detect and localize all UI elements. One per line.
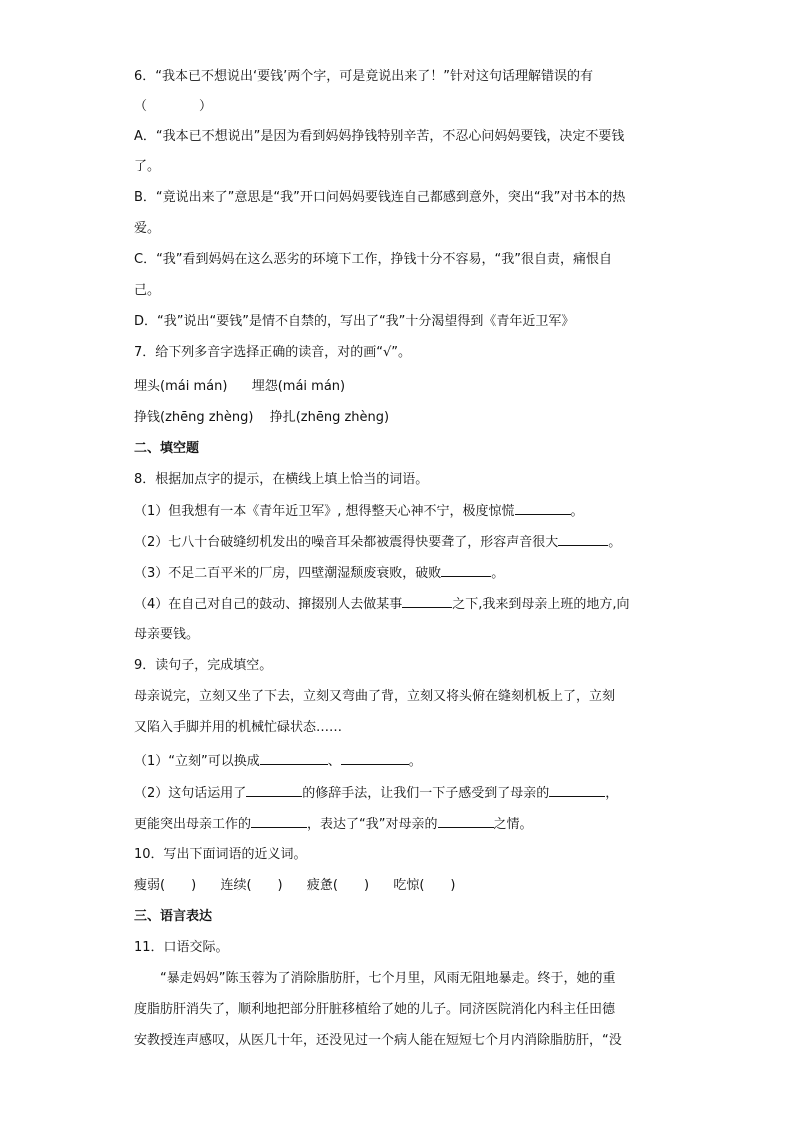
- q7-word-2: 埋怨: [251, 379, 278, 394]
- q9-blank-6[interactable]: [438, 815, 494, 828]
- q11-stem: 11．口语交际。: [134, 940, 229, 955]
- q7-row-1: [134, 378, 345, 396]
- q9-blank-2[interactable]: [341, 752, 409, 765]
- q9-item-1: （1）“立刻”可以换成 、 。: [134, 754, 422, 769]
- q7-pinyin-1: (mái mán): [160, 379, 228, 394]
- q6-answer-bracket: （ ）: [134, 99, 213, 114]
- q7-stem: 7．给下列多音字选择正确的读音，对的画“√”。: [134, 345, 412, 360]
- q8-item-3: （3）不足二百平米的厂房，四壁潮湿颓废衰败，破败 。: [134, 566, 505, 581]
- q6-option-a: A．“我本已不想说出”是因为看到妈妈挣钱特别辛苦，不忍心问妈妈要钱，决定不要钱: [134, 129, 625, 144]
- q9-item-2: （2）这句话运用了 的修辞手法，让我们一下子感受到了母亲的 ，: [134, 786, 619, 801]
- q9-passage-2: 又陷入手脚并用的机械忙碌状态……: [134, 720, 343, 735]
- q8-item-4-cont: 母亲要钱。: [134, 627, 200, 642]
- q7-word-3: 挣钱: [134, 410, 161, 425]
- q8-stem: 8．根据加点字的提示，在横线上填上恰当的词语。: [134, 472, 429, 487]
- q9-stem: 9．读句子，完成填空。: [134, 658, 273, 673]
- q7-pinyin-4: (zhēng zhèng): [295, 410, 390, 425]
- q8-item-2: （2）七八十台破缝纫机发出的噪音耳朵都被震得快要聋了，形容声音很大 。: [134, 535, 622, 550]
- q6-option-a-cont: 了。: [134, 159, 161, 174]
- q8-blank-3[interactable]: [441, 564, 491, 577]
- q8-blank-2[interactable]: [558, 533, 608, 546]
- q11-passage-2: 度脂肪肝消失了，顺利地把部分肝脏移植给了她的儿子。同济医院消化内科主任田德: [134, 1002, 616, 1017]
- q6-option-c-cont: 己。: [134, 283, 161, 298]
- q6-option-b-cont: 爱。: [134, 221, 161, 236]
- q6-stem: 6．“我本已不想说出‘要钱’两个字，可是竟说出来了！”针对这句话理解错误的有: [134, 69, 594, 84]
- q7-word-4: 挣扎: [269, 410, 296, 425]
- q9-blank-4[interactable]: [549, 784, 605, 797]
- q10-stem: 10．写出下面词语的近义词。: [134, 847, 307, 862]
- q11-passage-3: 安教授连声感叹，从医几十年，还没见过一个病人能在短短七个月内消除脂肪肝，“没: [134, 1033, 622, 1048]
- q6-option-d: D．“我”说出“要钱”是情不自禁的，写出了“我”十分渴望得到《青年近卫军》: [134, 314, 575, 329]
- section-language-expression: 三、语言表达: [134, 909, 213, 924]
- q9-passage-1: 母亲说完，立刻又坐了下去，立刻又弯曲了背，立刻又将头俯在缝刻机板上了，立刻: [134, 689, 616, 704]
- q8-blank-1[interactable]: [515, 502, 571, 515]
- q7-pinyin-2: (mái mán): [277, 379, 346, 394]
- q9-blank-3[interactable]: [246, 784, 302, 797]
- q9-item-2-cont: 更能突出母亲工作的 ，表达了“我”对母亲的 之情。: [134, 817, 533, 832]
- q8-item-1: （1）但我想有一本《青年近卫军》, 想得整天心神不宁，极度惊慌 。: [134, 504, 584, 519]
- q7-pinyin-3: (zhēng zhèng): [160, 410, 254, 425]
- q7-word-1: 埋头: [134, 379, 161, 394]
- q6-option-c: C．“我”看到妈妈在这么恶劣的环境下工作，挣钱十分不容易，“我”很自责，痛恨自: [134, 252, 613, 267]
- q7-row-2: [134, 409, 389, 427]
- q8-blank-4[interactable]: [402, 595, 452, 608]
- q6-option-b: B．“竟说出来了”意思是“我”开口问妈妈要钱连自己都感到意外，突出“我”对书本的热: [134, 190, 626, 205]
- q11-passage-1: “暴走妈妈”陈玉蓉为了消除脂肪肝，七个月里，风雨无阻地暴走。终于，她的重: [160, 971, 616, 986]
- q9-blank-5[interactable]: [251, 815, 307, 828]
- q8-item-4: （4）在自己对自己的鼓动、撺掇别人去做某事 之下,我来到母亲上班的地方,向: [134, 597, 630, 612]
- q9-blank-1[interactable]: [260, 752, 328, 765]
- q10-words: 瘦弱( ) 连续( ) 疲惫( ) 吃惊( ): [134, 878, 456, 893]
- section-fill-in: 二、填空题: [134, 441, 200, 456]
